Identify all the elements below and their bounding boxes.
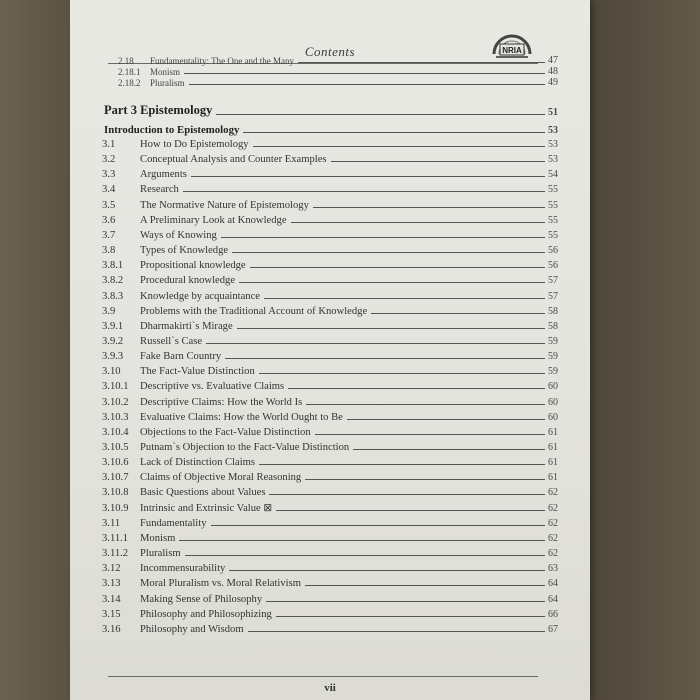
toc-leader-line — [239, 282, 545, 283]
toc-entry-page: 62 — [548, 532, 558, 544]
toc-entry-title: Introduction to Epistemology — [104, 124, 240, 136]
toc-entry-page: 61 — [548, 426, 558, 438]
toc-entry-page: 55 — [548, 199, 558, 211]
toc-entry-title: Fake Barn Country — [140, 351, 222, 363]
toc-entry-page: 56 — [548, 260, 558, 272]
toc-entry — [70, 227, 590, 241]
toc-entry-title-wrap — [140, 184, 545, 195]
toc-entry-page: 64 — [548, 578, 558, 590]
toc-entry-page: 60 — [548, 396, 558, 408]
toc-entry — [70, 151, 590, 165]
toc-entry-number: 3.9.1 — [102, 320, 124, 332]
toc-entry-title: Dharmakirti`s Mirage — [140, 320, 233, 332]
toc-entry-title-wrap — [140, 215, 545, 226]
toc-entry — [70, 424, 590, 438]
toc-entry-title: Putnam`s Objection to the Fact-Value Distinction — [140, 442, 350, 453]
toc-entry — [70, 136, 590, 150]
table-surface-left — [0, 0, 78, 700]
toc-entry — [70, 348, 590, 362]
toc-entry-title-wrap — [140, 563, 545, 574]
toc-entry-number: 3.10.1 — [102, 381, 129, 393]
toc-entry — [70, 439, 590, 453]
toc-entry-page: 49 — [548, 77, 558, 88]
toc-entry — [70, 166, 590, 180]
toc-entry-title: Research — [140, 184, 179, 196]
page-header: Contents — [304, 44, 356, 59]
toc-leader-line — [221, 237, 545, 238]
toc-leader-line — [185, 555, 545, 556]
toc-entry-title: Conceptual Analysis and Counter Examples — [140, 154, 327, 166]
toc-entry-title-wrap — [140, 397, 545, 408]
toc-entry-title-wrap — [140, 381, 545, 392]
toc-leader-line — [250, 267, 545, 268]
toc-entry-number: 3.10.6 — [102, 457, 129, 469]
toc-entry-number: 3.10 — [102, 366, 121, 378]
toc-leader-line — [264, 298, 545, 299]
toc-entry-number: 3.9.2 — [102, 335, 124, 347]
toc-leader-line — [276, 616, 545, 617]
toc-entry-title-wrap — [104, 124, 545, 136]
toc-entry-title-wrap — [140, 169, 545, 180]
toc-entry — [70, 484, 590, 498]
toc-entry-title-wrap — [140, 609, 545, 620]
toc-entry-title: Incommensurability — [140, 563, 226, 575]
toc-entry — [70, 394, 590, 408]
toc-entry-title: Descriptive Claims: How the World Is — [140, 396, 303, 408]
table-surface-right — [590, 0, 700, 700]
toc-entry-page: 60 — [548, 381, 558, 393]
toc-leader-line — [288, 388, 545, 389]
toc-entry — [70, 378, 590, 392]
toc-leader-line — [306, 404, 545, 405]
toc-leader-line — [229, 570, 545, 571]
toc-entry-page: 67 — [548, 623, 558, 635]
footer-rule — [108, 676, 538, 677]
toc-leader-line — [179, 540, 545, 541]
toc-entry-title: Lack of Distinction Claims — [140, 457, 256, 469]
toc-leader-line — [253, 146, 545, 147]
toc-leader-line — [206, 343, 545, 344]
toc-entry — [70, 257, 590, 271]
toc-entry-title-wrap — [140, 548, 545, 559]
toc-entry-number: 3.3 — [102, 169, 116, 181]
toc-entry-title: Types of Knowledge — [140, 245, 229, 257]
toc-entry-title: Philosophy and Wisdom — [140, 623, 244, 635]
toc-entry-title-wrap — [150, 78, 545, 88]
toc-leader-line — [232, 252, 545, 253]
toc-entry-title-wrap — [140, 291, 545, 302]
toc-entry-title-wrap — [140, 366, 545, 377]
toc-entry-number: 3.11.2 — [102, 548, 129, 560]
toc-entry-title-wrap — [140, 502, 545, 514]
toc-leader-line — [305, 585, 545, 586]
toc-entry-number: 3.8.3 — [102, 290, 124, 302]
toc-entry-title: Propositional knowledge — [140, 260, 246, 272]
toc-entry — [70, 530, 590, 544]
toc-entry — [70, 515, 590, 529]
toc-entry — [70, 591, 590, 605]
toc-leader-line — [225, 358, 545, 359]
toc-entry — [70, 333, 590, 347]
toc-entry-page: 58 — [548, 305, 558, 317]
toc-entry-page: 62 — [548, 548, 558, 560]
toc-entry-title: Pluralism — [150, 78, 185, 88]
toc-entry-number: 3.10.9 — [102, 502, 129, 514]
toc-leader-line — [259, 464, 545, 465]
toc-leader-line — [276, 510, 545, 511]
toc-entry-title: Part 3 Epistemology — [104, 103, 213, 117]
toc-entry — [70, 575, 590, 589]
toc-entry-number: 3.7 — [102, 229, 116, 241]
toc-entry-page: 64 — [548, 593, 558, 605]
toc-entry-number: 3.9.3 — [102, 351, 124, 363]
toc-entry-title-wrap — [140, 412, 545, 423]
toc-leader-line — [211, 525, 545, 526]
toc-leader-line — [305, 479, 545, 480]
toc-entry-number: 3.16 — [102, 623, 121, 635]
toc-entry-title: How to Do Epistemology — [140, 139, 249, 150]
toc-entry — [70, 242, 590, 256]
toc-leader-line — [291, 222, 545, 223]
toc-entry — [70, 363, 590, 377]
toc-entry-title: Monism — [140, 532, 176, 544]
toc-entry-title: Basic Questions about Values — [140, 487, 266, 499]
toc-entry-number: 3.14 — [102, 593, 121, 605]
toc-leader-line — [243, 132, 545, 133]
toc-entry-number: 3.13 — [102, 578, 121, 590]
toc-entry-number: 3.11 — [102, 517, 121, 529]
toc-entry-page: 53 — [548, 139, 558, 150]
toc-entry-title-wrap — [140, 245, 545, 256]
toc-entry-title-wrap — [140, 624, 545, 635]
page-number: vii — [324, 682, 336, 694]
toc-entry — [70, 288, 590, 302]
toc-entry-title-wrap — [140, 487, 545, 498]
toc-entry-title: Philosophy and Philosophizing — [140, 608, 272, 620]
toc-entry-title-wrap — [140, 230, 545, 241]
toc-entry-number: 3.8 — [102, 245, 116, 257]
toc-entry-title-wrap — [140, 351, 545, 362]
toc-entry-page: 61 — [548, 442, 558, 453]
toc-entry — [70, 560, 590, 574]
toc-entry-title-wrap — [140, 427, 545, 438]
toc-entry — [70, 606, 590, 620]
toc-entry-title-wrap — [140, 472, 545, 483]
toc-entry — [70, 621, 590, 635]
toc-entry-title-wrap — [140, 442, 545, 453]
toc-leader-line — [353, 449, 545, 450]
toc-entry-title: Intrinsic and Extrinsic Value ⊠ — [140, 502, 273, 514]
toc-entry-page: 61 — [548, 457, 558, 469]
toc-entry-title: Russell`s Case — [140, 335, 203, 347]
toc-entry-title-wrap — [140, 533, 545, 544]
toc-entry-title-wrap — [140, 200, 545, 211]
toc-leader-line — [189, 84, 545, 85]
toc-entry-number: 3.10.5 — [102, 442, 129, 453]
toc-entry-page: 48 — [548, 66, 558, 77]
toc-entry-number: 3.8.2 — [102, 275, 124, 287]
toc-entry — [70, 469, 590, 483]
toc-leader-line — [237, 328, 545, 329]
toc-entry-page: 47 — [548, 55, 558, 66]
toc-entry-page: 58 — [548, 320, 558, 332]
toc-entry-page: 55 — [548, 184, 558, 196]
toc-entry-page: 66 — [548, 608, 558, 620]
toc-entry-number: 3.10.7 — [102, 472, 129, 484]
toc-entry-title: Knowledge by acquaintance — [140, 290, 261, 302]
toc-leader-line — [269, 494, 545, 495]
toc-entry-title: Procedural knowledge — [140, 275, 236, 287]
toc-entry-page: 53 — [548, 154, 558, 166]
toc-entry-number: 3.10.4 — [102, 426, 129, 438]
toc-entry-page: 53 — [548, 125, 558, 136]
toc-entry — [70, 197, 590, 211]
toc-entry-number: 2.18 — [118, 56, 134, 66]
toc-entry-title: Claims of Objective Moral Reasoning — [140, 472, 302, 484]
toc-entry — [70, 74, 590, 88]
toc-entry-number: 3.6 — [102, 214, 116, 226]
toc-entry-number: 3.12 — [102, 563, 121, 575]
toc-entry-title: The Fact-Value Distinction — [140, 366, 255, 378]
toc-entry-page: 54 — [548, 169, 558, 181]
toc-entry-page: 59 — [548, 366, 558, 378]
toc-entry-number: 3.1 — [102, 139, 116, 150]
toc-entry-title-wrap — [140, 457, 545, 468]
toc-entry-number: 3.15 — [102, 608, 121, 620]
toc-entry-title: Fundamentality: The One and the Many — [150, 56, 295, 66]
book-page — [70, 0, 590, 700]
toc-entry-title-wrap — [140, 336, 545, 347]
toc-entry-title-wrap — [140, 578, 545, 589]
toc-leader-line — [183, 191, 545, 192]
toc-entry — [70, 500, 590, 514]
toc-leader-line — [313, 207, 545, 208]
toc-entry — [70, 454, 590, 468]
toc-entry-title: Problems with the Traditional Account of Knowledge — [140, 305, 368, 317]
toc-entry-number: 2.18.1 — [118, 67, 141, 77]
toc-leader-line — [259, 373, 545, 374]
toc-entry-title: Making Sense of Philosophy — [140, 593, 263, 605]
toc-entry-title: Objections to the Fact-Value Distinction — [140, 426, 311, 438]
toc-entry-number: 3.11.1 — [102, 532, 129, 544]
toc-entry-page: 61 — [548, 472, 558, 484]
toc-entry-title: Pluralism — [140, 548, 181, 560]
toc-entry-title-wrap — [140, 518, 545, 529]
toc-entry-title-wrap — [140, 275, 545, 286]
toc-entry-number: 3.10.3 — [102, 411, 129, 423]
toc-entry-page: 59 — [548, 351, 558, 363]
toc-entry-number: 3.9 — [102, 305, 116, 317]
toc-leader-line — [248, 631, 545, 632]
toc-entry-title-wrap — [140, 306, 545, 317]
toc-entry-title-wrap — [140, 321, 545, 332]
toc-entry — [70, 303, 590, 317]
toc-entry-page: 60 — [548, 411, 558, 423]
toc-entry — [70, 122, 590, 136]
toc-entry-page: 57 — [548, 290, 558, 302]
toc-leader-line — [371, 313, 545, 314]
toc-entry-title: A Preliminary Look at Knowledge — [140, 214, 287, 226]
toc-entry — [70, 318, 590, 332]
toc-entry-number: 3.10.2 — [102, 396, 129, 408]
toc-leader-line — [347, 419, 545, 420]
toc-entry-title-wrap — [140, 594, 545, 605]
toc-entry-title: Arguments — [140, 169, 187, 181]
toc-entry-title: Descriptive vs. Evaluative Claims — [140, 381, 285, 393]
toc-entry-page: 62 — [548, 487, 558, 499]
toc-entry — [70, 545, 590, 559]
toc-entry-page: 55 — [548, 214, 558, 226]
toc-entry — [70, 409, 590, 423]
toc-entry-page: 51 — [548, 107, 558, 118]
toc-entry-page: 56 — [548, 245, 558, 257]
toc-entry-page: 55 — [548, 229, 558, 241]
toc-entry-page: 62 — [548, 517, 558, 529]
toc-entry-title-wrap — [104, 103, 545, 118]
toc-leader-line — [315, 434, 545, 435]
table-of-contents — [70, 0, 590, 700]
toc-entry-title: Evaluative Claims: How the World Ought to Be — [140, 411, 343, 423]
toc-leader-line — [216, 114, 545, 115]
toc-entry-page: 57 — [548, 275, 558, 287]
toc-entry-number: 2.18.2 — [118, 78, 141, 88]
toc-entry-number: 3.10.8 — [102, 487, 129, 499]
toc-entry — [70, 181, 590, 195]
toc-leader-line — [331, 161, 545, 162]
toc-entry-number: 3.2 — [102, 154, 116, 166]
toc-entry-number: 3.5 — [102, 199, 116, 211]
toc-entry-number: 3.8.1 — [102, 260, 124, 272]
toc-entry-title: Ways of Knowing — [140, 229, 217, 241]
logo-text: NRIA — [502, 46, 522, 55]
toc-entry-title-wrap — [140, 154, 545, 165]
toc-entry-title-wrap — [140, 139, 545, 150]
toc-entry-title: Monism — [150, 67, 181, 77]
toc-entry-page: 62 — [548, 502, 558, 514]
toc-entry-page: 59 — [548, 335, 558, 347]
toc-entry-page: 63 — [548, 563, 558, 575]
toc-entry-title-wrap — [140, 260, 545, 271]
toc-entry-number: 3.4 — [102, 184, 116, 196]
toc-entry-title: Moral Pluralism vs. Moral Relativism — [140, 578, 301, 590]
toc-entry — [70, 104, 590, 118]
toc-entry-title: Fundamentality — [140, 517, 207, 529]
toc-leader-line — [266, 601, 545, 602]
toc-leader-line — [191, 176, 545, 177]
toc-entry-title: The Normative Nature of Epistemology — [140, 199, 309, 211]
toc-entry — [70, 212, 590, 226]
toc-entry — [70, 272, 590, 286]
